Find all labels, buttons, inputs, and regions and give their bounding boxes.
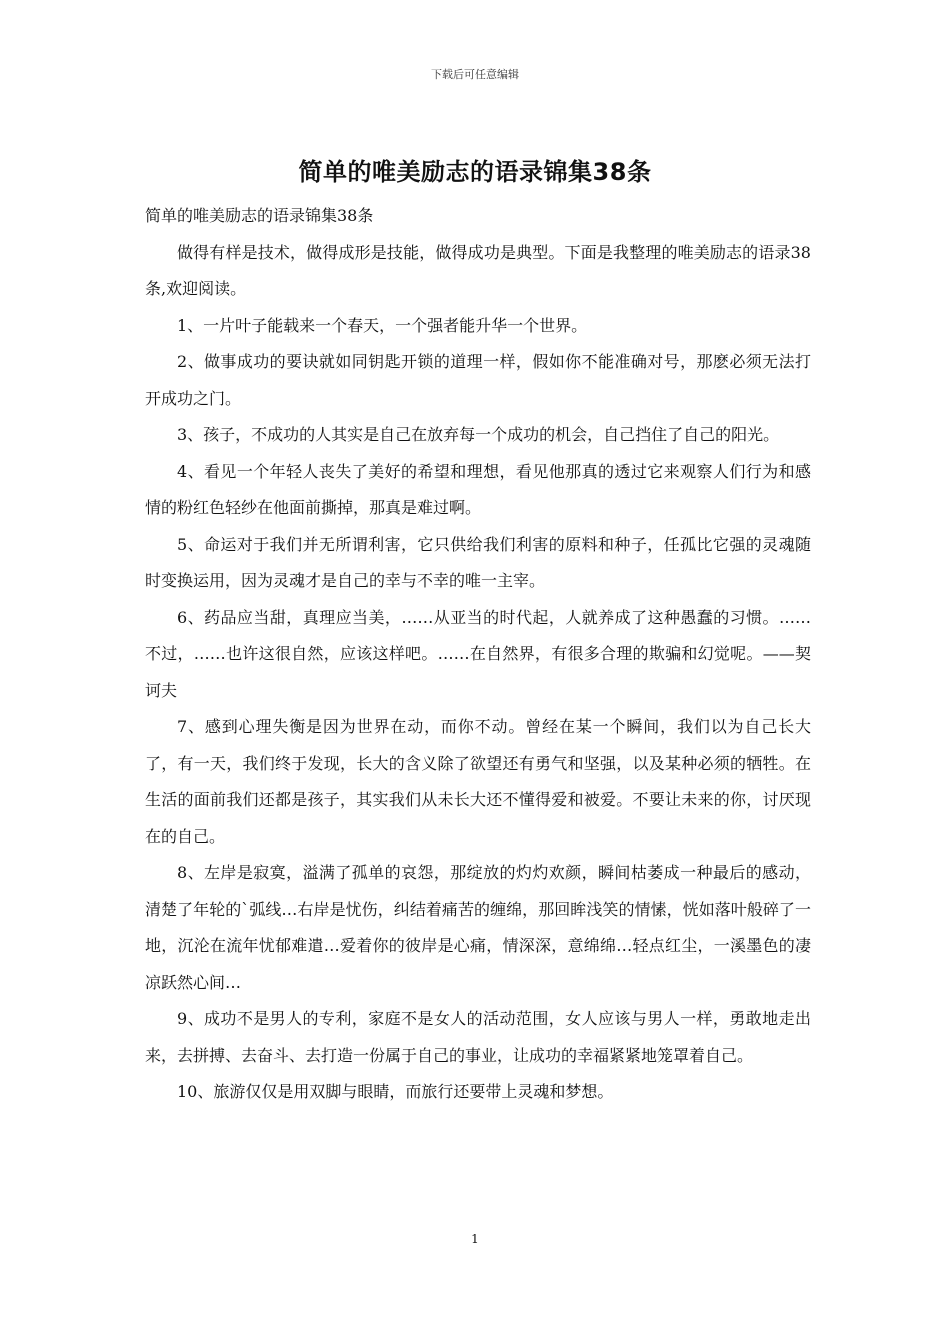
- quote-paragraph-2: 2、做事成功的要诀就如同钥匙开锁的道理一样，假如你不能准确对号，那麽必须无法打开成功之门。: [145, 352, 811, 408]
- quote-paragraph-9: 9、成功不是男人的专利，家庭不是女人的活动范围，女人应该与男人一样，勇敢地走出来，去拼搏、去奋斗、去打造一份属于自己的事业，让成功的幸福紧紧地笼罩着自己。: [145, 1009, 811, 1065]
- page-number: 1: [471, 1232, 479, 1246]
- quote-paragraph-1: 1、一片叶子能载来一个春天，一个强者能升华一个世界。: [177, 315, 588, 335]
- quote-paragraph-6: 6、药品应当甜，真理应当美，……从亚当的时代起，人就养成了这种愚蠢的习惯。……不过，……也许这很自然，应该这样吧。……在自然界，有很多合理的欺骗和幻觉呢。——契诃夫: [145, 607, 811, 700]
- document-title: 简单的唯美励志的语录锦集38条: [298, 158, 652, 186]
- quote-paragraph-5: 5、命运对于我们并无所谓利害，它只供给我们利害的原料和种子，任孤比它强的灵魂随时变换运用，因为灵魂才是自己的幸与不幸的唯一主宰。: [145, 534, 811, 590]
- document-body: [145, 198, 811, 1111]
- quote-paragraph-3: 3、孩子，不成功的人其实是自己在放弃每一个成功的机会，自己挡住了自己的阳光。: [177, 425, 780, 444]
- intro-paragraph: 做得有样是技术，做得成形是技能，做得成功是典型。下面是我整理的唯美励志的语录38条,欢迎阅读。: [145, 242, 811, 298]
- quote-paragraph-10: 10、旅游仅仅是用双脚与眼睛，而旅行还要带上灵魂和梦想。: [177, 1082, 614, 1101]
- quote-paragraph-4: 4、看见一个年轻人丧失了美好的希望和理想，看见他那真的透过它来观察人们行为和感情的粉红色轻纱在他面前撕掉，那真是难过啊。: [145, 461, 811, 517]
- page-header-note: 下载后可任意编辑: [431, 68, 519, 81]
- quote-paragraph-7: 7、感到心理失衡是因为世界在动，而你不动。曾经在某一个瞬间，我们以为自己长大了，有一天，我们终于发现，长大的含义除了欲望还有勇气和坚强，以及某种必须的牺牲。在生活的面前我们还都是孩子，其实我们从未长大还不懂得爱和被爱。不要让未来的你，讨厌现在的自己。: [145, 717, 811, 846]
- document-subtitle: 简单的唯美励志的语录锦集38条: [145, 206, 374, 225]
- quote-paragraph-8: 8、左岸是寂寞，溢满了孤单的哀怨，那绽放的灼灼欢颜，瞬间枯萎成一种最后的感动，清楚了年轮的`弧线…右岸是忧伤，纠结着痛苦的缠绵，那回眸浅笑的情愫，恍如落叶般碎了一地，沉沦在流年忧郁难遣…爱着你的彼岸是心痛，情深深，意绵绵…轻点红尘，一溪墨色的凄凉跃然心间…: [145, 863, 811, 992]
